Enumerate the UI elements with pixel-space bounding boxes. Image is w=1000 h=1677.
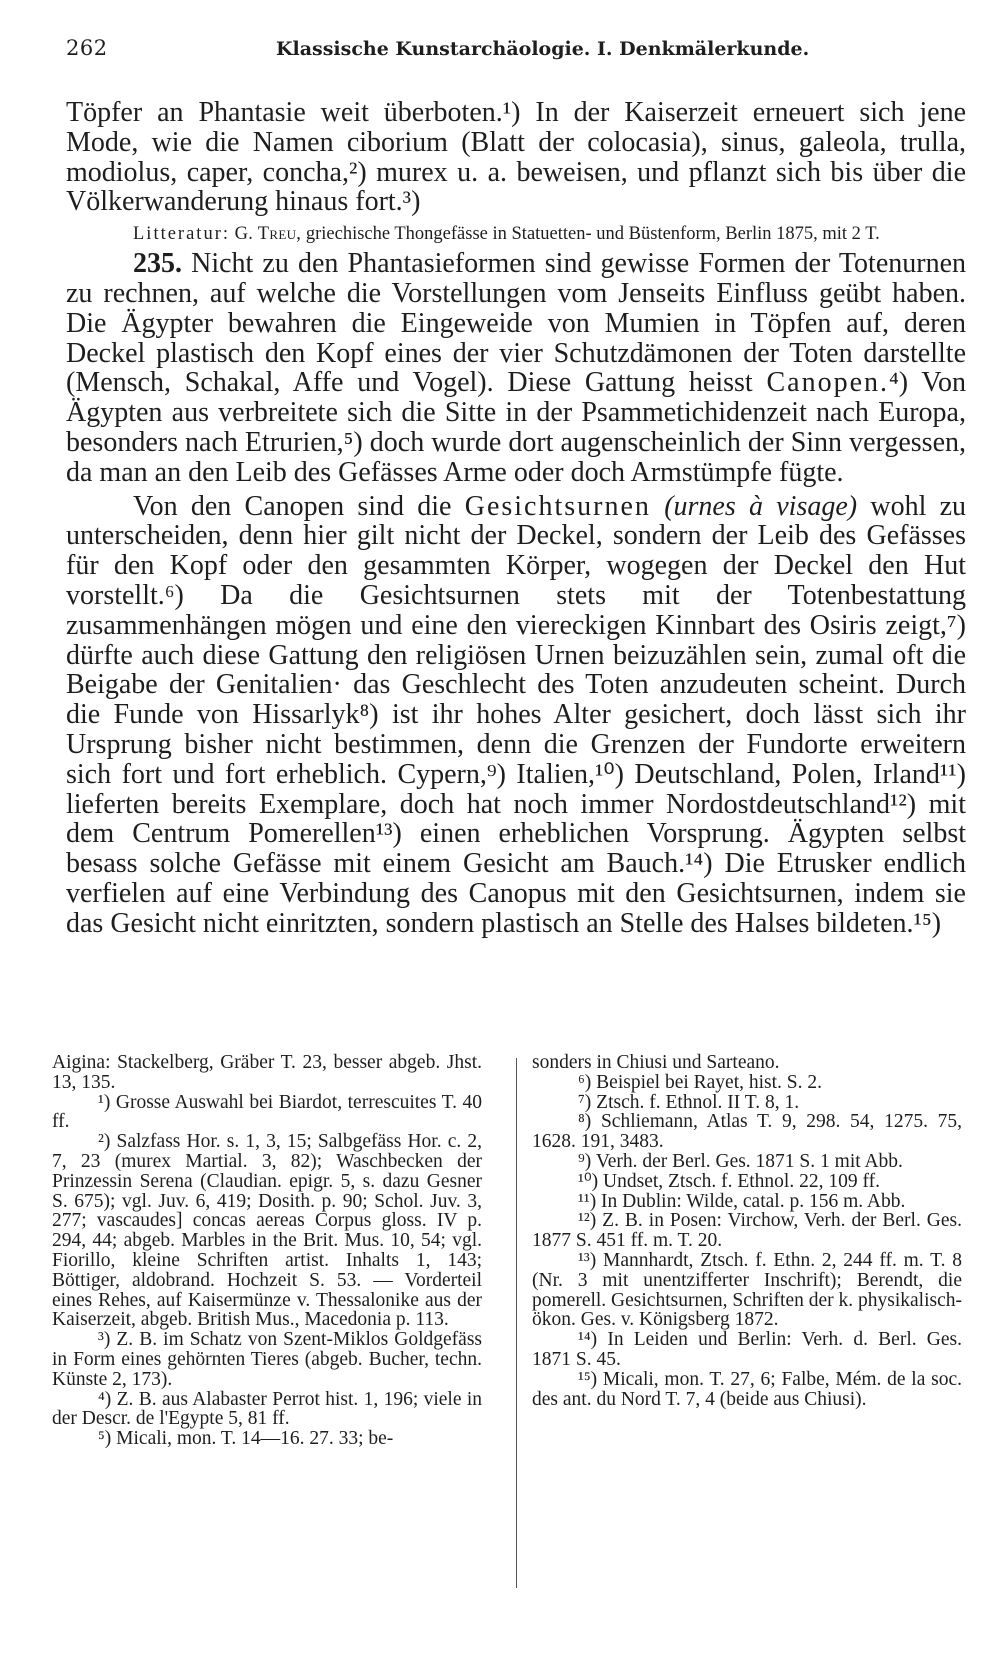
footnote-right: ⁷) Ztsch. f. Ethnol. II T. 8, 1. [578, 1091, 800, 1113]
footnote-right: ¹²) Z. B. in Posen: Virchow, Verh. der Berl. Ges. 1877 S. 451 ff. m. T. 20. [532, 1210, 962, 1252]
footnote-right: ¹³) Mannhardt, Ztsch. f. Ethn. 2, 244 ff. m. T. 8 (Nr. 3 mit unentzifferter Inschrift); Berendt, die pomerell. Gesichtsurnen, Schriften der k. physikalisch-ökon. Ges. v. Königsberg 1872. [532, 1249, 962, 1331]
footnote-column-divider [516, 1058, 517, 1588]
paragraph-3-text-b: wohl zu unterscheiden, denn hier gilt nicht der Deckel, sondern der Leib des Gefässes für den Kopf oder den gesammten Körper, wogegen der Deckel den Hut vorstellt.⁶) Da die Gesichtsurnen stets mit der Totenbestattung zusammenhängen mögen und eine den viereckigen Kinnbart des Osiris zeigt,⁷) dürfte auch diese Gattung den religiösen Urnen beizuzählen sein, zumal oft die Beigabe der Genitalien· das Geschlecht des Toten anzudeuten scheint. Durch die Funde von Hissarlyk⁸) ist ihr hohes Alter gesichert, doch lässt sich ihr Ursprung bisher nicht bestimmen, denn die Grenzen der Fundorte erweitern sich fort und fort erheblich. Cypern,⁹) Italien,¹⁰) Deutschland, Polen, Irland¹¹) lieferten bereits Exemplare, doch hat noch immer Nordostdeutschland¹²) mit dem Centrum Pomerellen¹³) einen erheblichen Vorsprung. Ägypten selbst besass solche Gefässe mit einem Gesicht am Bauch.¹⁴) Die Etrusker endlich verfielen auf eine Verbindung des Canopus mit den Gesichtsurnen, indem sie das Gesicht nicht einritzten, sondern plastisch an Stelle des Halses bildeten.¹⁵) [66, 490, 967, 939]
footnotes-left-column [52, 1053, 482, 1449]
footnote-left: ¹) Grosse Auswahl bei Biardot, terrescuites T. 40 ff. [52, 1091, 482, 1133]
running-head: Klassische Kunstarchäologie. I. Denkmälerkunde. [276, 38, 810, 60]
literature-text: griechische Thongefässe in Statuetten- und Büstenform, Berlin 1875, mit 2 T. [305, 224, 880, 245]
paragraph-1: Töpfer an Phantasie weit überboten.¹) In der Kaiserzeit erneuert sich jene Mode, wie die Namen ciborium (Blatt der colocasia), sinus, galeola, trulla, modiolus, caper, concha,²) murex u. a. beweisen, und pflanzt sich bis über die Völkerwanderung hinaus fort.³) [66, 97, 966, 218]
term-gesichtsurnen: Gesichtsurnen [464, 490, 651, 522]
section-number: 235. [133, 248, 182, 280]
footnote-left: ³) Z. B. im Schatz von Szent-Miklos Goldgefäss in Form eines gehörnten Tieres (abgeb. Bucher, techn. Künste 2, 173). [52, 1329, 482, 1390]
footnote-left: ⁵) Micali, mon. T. 14—16. 27. 33; be- [98, 1428, 394, 1450]
footnotes-right-column [532, 1053, 962, 1409]
paragraph-235 [66, 249, 966, 487]
literature-author: G. Treu, [234, 224, 302, 245]
footnote-left: ⁴) Z. B. aus Alabaster Perrot hist. 1, 196; viele in der Descr. de l'Egypte 5, 81 ff. [52, 1388, 482, 1430]
footnote-right: ¹¹) In Dublin: Wilde, catal. p. 156 m. Abb. [578, 1190, 906, 1212]
page-number: 262 [66, 36, 108, 60]
footnote-right: ¹⁰) Undset, Ztsch. f. Ethnol. 22, 109 ff. [578, 1170, 880, 1192]
paragraph-235-text-a: Nicht zu den Phantasieformen sind gewisse Formen der Totenurnen zu rechnen, auf welche die Vorstellungen vom Jenseits Einfluss geübt haben. Die Ägypter bewahren die Eingeweide von Mumien in Töpfen auf, deren Deckel plastisch den Kopf eines der vier Schutzdämonen der Toten darstellte (Mensch, Schakal, Affe und Vogel). Diese Gattung heisst [66, 248, 966, 399]
footnote-left: ²) Salzfass Hor. s. 1, 3, 15; Salbgefäss Hor. c. 2, 7, 23 (murex Martial. 3, 82); Waschbecken der Prinzessin Serena (Claudian. epigr. 5, s. dazu Gesner S. 675); vgl. Juv. 6, 419; Dosith. p. 90; Schol. Juv. 3, 277; vascaudes] concas aereas Corpus gloss. IV p. 294, 44; abgeb. Marbles in the Brit. Mus. 10, 54; vgl. Fiorillo, kleine Schriften artist. Inhalts 1, 143; Böttiger, aldobrand. Hochzeit S. 53. — Vorderteil eines Rehes, auf Kaisermünze v. Thessalonike aus der Kaiserzeit, abgeb. British Mus., Macedonia p. 113. [52, 1131, 482, 1331]
footnote-right: ¹⁴) In Leiden und Berlin: Verh. d. Berl. Ges. 1871 S. 45. [532, 1329, 962, 1370]
footnote-left: Aigina: Stackelberg, Gräber T. 23, besser abgeb. Jhst. 13, 135. [52, 1052, 482, 1093]
footnote-right: sonders in Chiusi und Sarteano. [532, 1052, 780, 1073]
footnote-right: ⁶) Beispiel bei Rayet, hist. S. 2. [578, 1071, 823, 1093]
paragraph-3-text-a: Von den Canopen sind die [133, 490, 452, 522]
paragraph-235-text-b: ⁴) Von Ägypten aus verbreitete sich die Sitte in der Psammetichidenzeit nach Europa, besonders nach Etrurien,⁵) doch wurde dort augenscheinlich der Sinn vergessen, da man an den Leib des Gefässes Arme oder doch Armstümpfe fügte. [66, 367, 966, 488]
footnote-right: ⁹) Verh. der Berl. Ges. 1871 S. 1 mit Abb. [578, 1150, 903, 1172]
term-urnes-a-visage: (urnes à visage) [664, 490, 858, 522]
page-header [66, 36, 926, 76]
literature-label: Litteratur: [133, 224, 230, 245]
literature-note [66, 223, 966, 245]
paragraph-3 [66, 492, 966, 939]
footnote-right: ⁸) Schliemann, Atlas T. 9, 298. 54, 1275. 75, 1628. 191, 3483. [532, 1111, 962, 1153]
term-canopen: Canopen. [766, 367, 890, 399]
main-text [66, 98, 966, 939]
footnote-right: ¹⁵) Micali, mon. T. 27, 6; Falbe, Mém. de la soc. des ant. du Nord T. 7, 4 (beide aus Chiusi). [532, 1368, 962, 1410]
